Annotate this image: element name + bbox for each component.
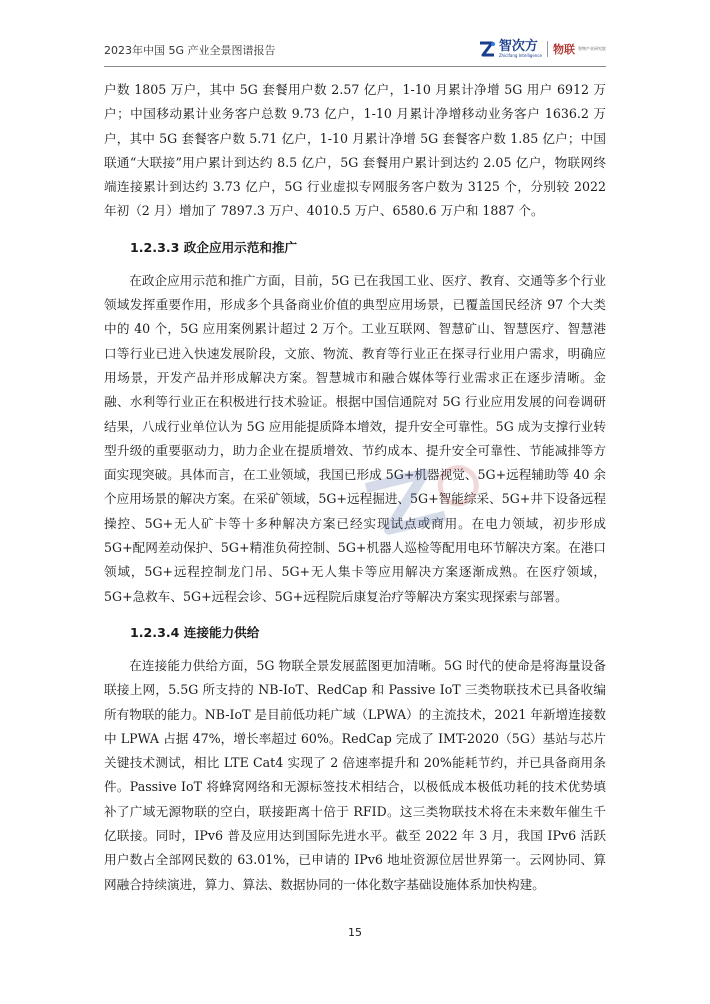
page-header (104, 36, 606, 67)
page-number: 15 (348, 926, 362, 939)
section-heading-connectivity: 1.2.3.4 连接能力供给 (130, 624, 260, 640)
header-logos (478, 36, 606, 62)
paragraph-connectivity: 在连接能力供给方面，5G 物联全景发展蓝图更加清晰。5G 时代的使命是将海量设备联接上网，5.5G 所支持的 NB-IoT、RedCap 和 Passive IoT 三类物联技术已具备收编所有物联的能力。NB-IoT 是目前低功耗广域（LPWA）的主流技术，2021 年新增连接数中 LPWA 占据 47%，增长率超过 60%。RedCap 完成了 IMT-2020（5G）基站与芯片关键技术测试，相比 LTE Cat4 实现了 2 倍速率提升和 20%能耗节约，并已具备商用条件。Passive IoT 将蜂窝网络和无源标签技术相结合，以极低成本极低功耗的技术优势填补了广域无源物联的空白，联接距离十倍于 RFID。这三类物联技术将在未来数年催生千亿联接。同时，IPv6 普及应用达到国际先进水平。截至 2022 年 3 月，我国 IPv6 活跃用户数占全部网民数的 63.01%，已申请的 IPv6 地址资源位居世界第一。云网协同、算网融合持续演进，算力、算法、数据协同的一体化数字基础设施体系加快构建。 (104, 657, 606, 892)
section-heading-gov-enterprise: 1.2.3.3 政企应用示范和推广 (130, 239, 298, 255)
zhicifang-logo-subtext: Zhicifang Intelligence (498, 52, 542, 58)
zhicifang-mark-icon (478, 40, 496, 58)
zhicifang-logo-text: 智次方 (498, 38, 538, 54)
wulian-logo-text: 物联 (553, 43, 575, 56)
wulian-logo-subtext: 智物产业研究院 (578, 46, 606, 51)
zhicifang-logo (478, 40, 542, 58)
page-body (104, 78, 606, 897)
wulian-logo (553, 41, 606, 57)
paragraph-gov-enterprise: 在政企应用示范和推广方面，目前，5G 已在我国工业、医疗、教育、交通等多个行业领域发挥重要作用，形成多个具备商业价值的典型应用场景，已覆盖国民经济 97 个大类中的 40 个，5G 应用案例累计超过 2 万个。工业互联网、智慧矿山、智慧医疗、智慧港口等行业已进入快速发展阶段，文旅、物流、教育等行业正在探寻行业用户需求，明确应用场景，开发产品并形成解决方案。智慧城市和融合媒体等行业需求正在逐步清晰。金融、水利等行业正在积极进行技术验证。根据中国信通院对 5G 行业应用发展的问卷调研结果，八成行业单位认为 5G 应用能提质降本增效，提升安全可靠性。5G 成为支撑行业转型升级的重要驱动力，助力企业在提质增效、节约成本、提升安全可靠性、节能减排等方面实现突破。具体而言，在工业领域，我国已形成 5G+机器视觉、5G+远程辅助等 40 余个应用场景的解决方案。在采矿领域，5G+远程掘进、5G+智能综采、5G+井下设备远程操控、5G+无人矿卡等十多种解决方案已经实现试点或商用。在电力领域，初步形成 5G+配网差动保护、5G+精准负荷控制、5G+机器人巡检等配用电环节解决方案。在港口领域，5G+远程控制龙门吊、5G+无人集卡等应用解决方案逐渐成熟。在医疗领域，5G+急救车、5G+远程会诊、5G+远程院后康复治疗等解决方案实现探索与部署。 (104, 272, 606, 604)
header-title: 2023年中国 5G 产业全景图谱报告 (104, 44, 276, 57)
logo-divider (547, 41, 548, 57)
paragraph-user-stats: 户数 1805 万户，其中 5G 套餐用户数 2.57 亿户，1-10 月累计净增 5G 用户 6912 万户；中国移动累计业务客户总数 9.73 亿户，1-10 月累计净增移动业务客户 1636.2 万户，其中 5G 套餐客户数 5.71 亿户，1-10 月累计净增 5G 套餐客户数 1.85 亿户；中国联通“大联接”用户累计到达约 8.5 亿户，5G 套餐用户累计到达约 2.05 亿户，物联网终端连接累计到达约 3.73 亿户，5G 行业虚拟专网服务客户数为 3125 个，分别较 2022 年初（2 月）增加了 7897.3 万户、4010.5 万户、6580.6 万户和 1887 个。 (104, 82, 606, 219)
